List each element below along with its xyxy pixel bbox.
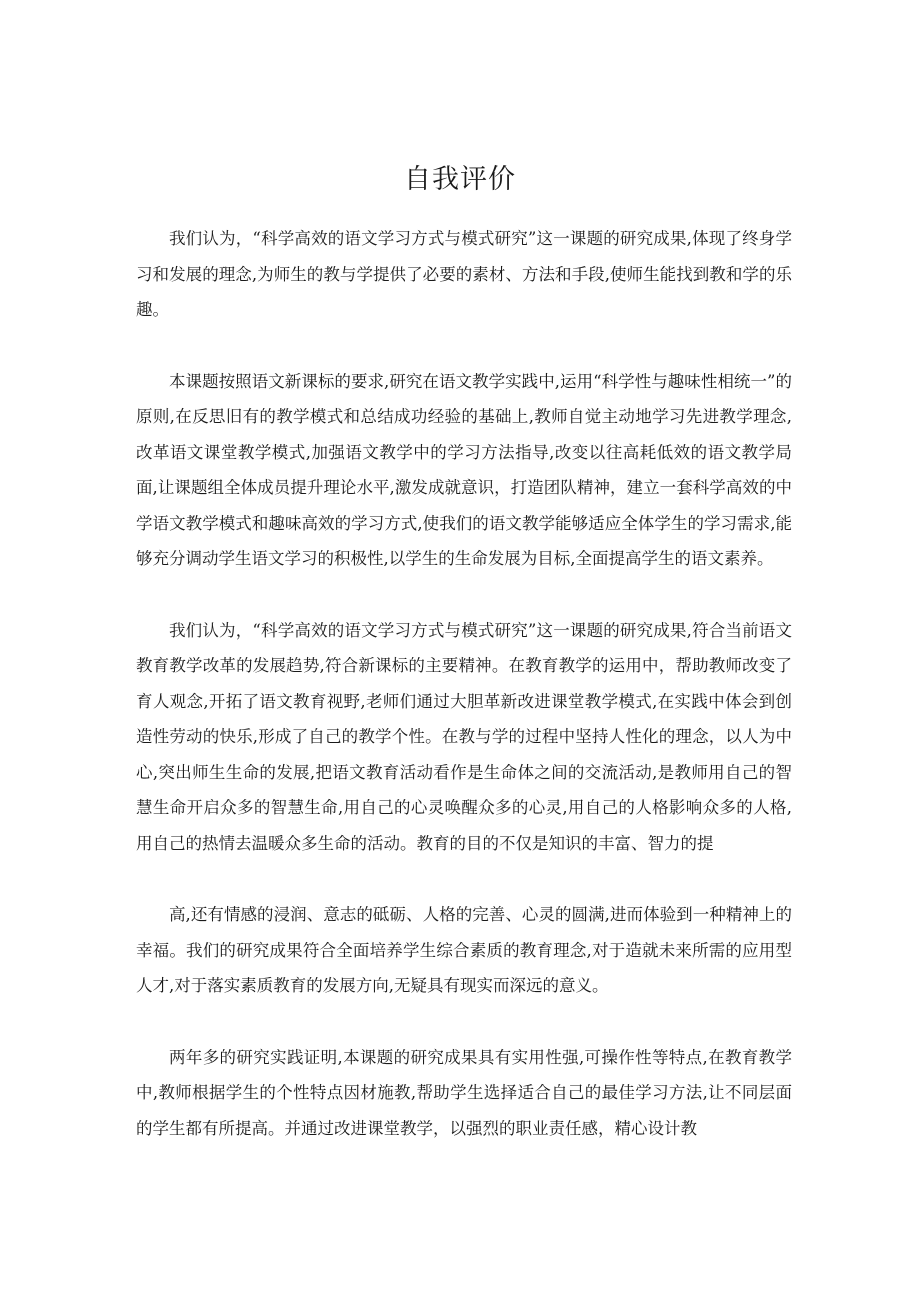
paragraph-2: 本课题按照语文新课标的要求,研究在语文教学实践中,运用“科学性与趣味性相统一”的原则,在反思旧有的教学模式和总结成功经验的基础上,教师自觉主动地学习先进教学理念,改革语文课堂教学模式,加强语文教学中的学习方法指导,改变以往高耗低效的语文教学局面,让课题组全体成员提升理论水平,激发成就意识，打造团队精神，建立一套科学高效的中学语文教学模式和趣味高效的学习方式,使我们的语文教学能够适应全体学生的学习需求,能够充分调动学生语文学习的积极性,以学生的生命发展为目标,全面提高学生的语文素养。 [136, 371, 792, 568]
page-title: 自我评价 [404, 164, 516, 195]
document-body [136, 221, 792, 1146]
paragraph-5: 两年多的研究实践证明,本课题的研究成果具有实用性强,可操作性等特点,在教育教学中,教师根据学生的个性特点因材施教,帮助学生选择适合自己的最佳学习方法,让不同层面的学生都有所提高。并通过改进课堂教学，以强烈的职业责任感，精心设计教 [136, 1047, 792, 1138]
paragraph-4: 高,还有情感的浸润、意志的砥砺、人格的完善、心灵的圆满,进而体验到一种精神上的幸福。我们的研究成果符合全面培养学生综合素质的教育理念,对于造就未来所需的应用型人才,对于落实素质教育的发展方向,无疑具有现实而深远的意义。 [136, 905, 792, 995]
paragraph-1: 我们认为，“科学高效的语文学习方式与模式研究”这一课题的研究成果,体现了终身学习和发展的理念,为师生的教与学提供了必要的素材、方法和手段,使师生能找到教和学的乐趣。 [136, 229, 792, 319]
paragraph-3: 我们认为，“科学高效的语文学习方式与模式研究”这一课题的研究成果,符合当前语文教育教学改革的发展趋势,符合新课标的主要精神。在教育教学的运用中，帮助教师改变了育人观念,开拓了语文教育视野,老师们通过大胆革新改进课堂教学模式,在实践中体会到创造性劳动的快乐,形成了自己的教学个性。在教与学的过程中坚持人性化的理念，以人为中心,突出师生生命的发展,把语文教育活动看作是生命体之间的交流活动,是教师用自己的智慧生命开启众多的智慧生命,用自己的心灵唤醒众多的心灵,用自己的人格影响众多的人格,用自己的热情去温暖众多生命的活动。教育的目的不仅是知识的丰富、智力的提 [136, 620, 792, 853]
